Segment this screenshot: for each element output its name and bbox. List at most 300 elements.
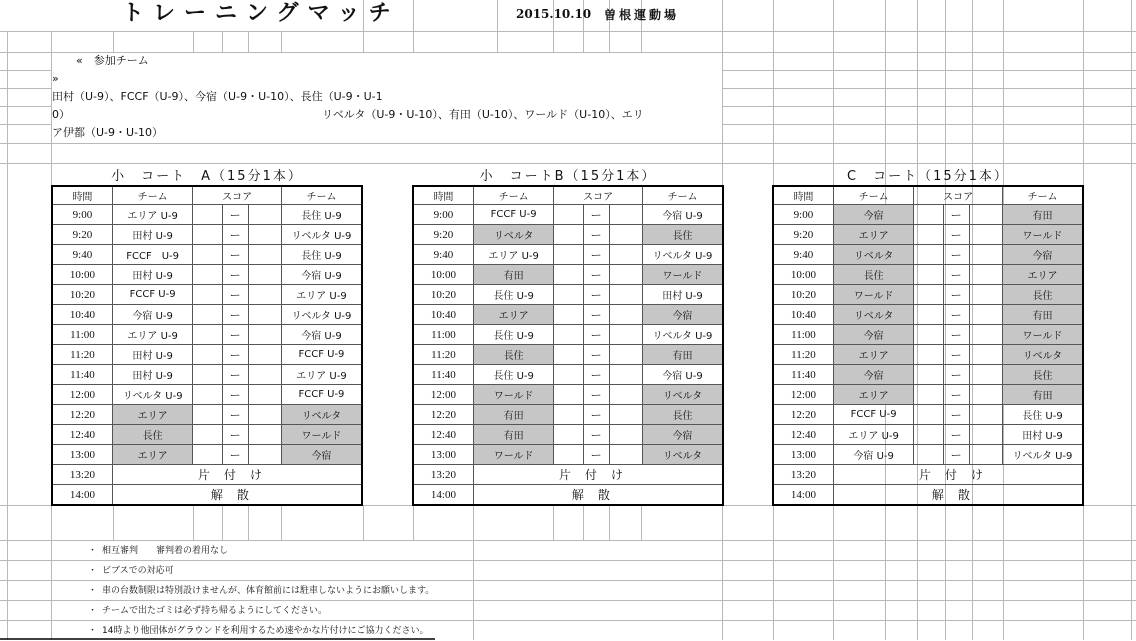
home-team: 田村 U-9 — [112, 265, 193, 285]
home-team: エリア — [833, 345, 914, 365]
match-row — [773, 285, 1083, 305]
away-score — [609, 285, 642, 305]
away-team: 長住 — [1002, 365, 1083, 385]
score-dash: ー — [583, 405, 609, 425]
match-time: 12:40 — [52, 425, 112, 445]
score-dash: ー — [222, 205, 248, 225]
home-score — [914, 325, 943, 345]
home-score — [554, 405, 583, 425]
match-row — [413, 325, 723, 345]
away-score — [248, 205, 281, 225]
closing-time: 13:20 — [413, 465, 473, 485]
home-score — [193, 385, 222, 405]
score-dash: ー — [583, 225, 609, 245]
away-score — [609, 385, 642, 405]
score-dash: ー — [943, 345, 969, 365]
score-dash: ー — [583, 445, 609, 465]
away-score — [969, 205, 1002, 225]
home-team: 田村 U-9 — [112, 365, 193, 385]
away-score — [969, 265, 1002, 285]
away-score — [248, 385, 281, 405]
home-team: 長住 U-9 — [473, 365, 554, 385]
match-time: 9:40 — [773, 245, 833, 265]
court-c-title: C コート（15分1本） — [847, 169, 1009, 184]
home-team: ワールド — [833, 285, 914, 305]
away-team: 今宿 — [642, 425, 723, 445]
match-time: 10:20 — [773, 285, 833, 305]
match-row — [52, 425, 362, 445]
away-score — [248, 405, 281, 425]
away-team: 今宿 — [1002, 245, 1083, 265]
away-team: FCCF U-9 — [281, 345, 362, 365]
home-team: FCCF U-9 — [473, 205, 554, 225]
away-team: 長住 U-9 — [1002, 405, 1083, 425]
score-dash: ー — [222, 345, 248, 365]
match-time: 9:40 — [52, 245, 112, 265]
away-score — [969, 405, 1002, 425]
away-team: 長住 — [642, 225, 723, 245]
away-team: リベルタ U-9 — [642, 245, 723, 265]
away-team: 今宿 U-9 — [642, 205, 723, 225]
score-dash: ー — [943, 405, 969, 425]
closing-time: 13:20 — [52, 465, 112, 485]
match-time: 10:40 — [52, 305, 112, 325]
header-team-away: チーム — [642, 186, 723, 205]
away-team: 今宿 U-9 — [642, 365, 723, 385]
closing-label: 解散 — [833, 485, 1083, 506]
match-row — [413, 265, 723, 285]
match-time: 12:40 — [413, 425, 473, 445]
match-row — [52, 385, 362, 405]
court-b-schedule — [412, 185, 724, 506]
closing-label: 片付け — [112, 465, 362, 485]
home-score — [193, 345, 222, 365]
home-team: FCCF U-9 — [112, 285, 193, 305]
away-score — [609, 425, 642, 445]
score-dash: ー — [222, 325, 248, 345]
home-score — [554, 445, 583, 465]
home-score — [554, 245, 583, 265]
match-row — [773, 305, 1083, 325]
home-team: リベルタ — [833, 245, 914, 265]
away-team: 今宿 U-9 — [281, 265, 362, 285]
away-team: リベルタ — [642, 385, 723, 405]
closing-row — [413, 465, 723, 485]
away-score — [969, 325, 1002, 345]
match-row — [52, 325, 362, 345]
home-team: 長住 — [473, 345, 554, 365]
closing-row — [773, 485, 1083, 506]
home-score — [193, 365, 222, 385]
away-team: 長住 — [1002, 285, 1083, 305]
score-dash: ー — [943, 365, 969, 385]
home-score — [914, 225, 943, 245]
home-score — [554, 385, 583, 405]
away-team: リベルタ U-9 — [642, 325, 723, 345]
away-score — [969, 365, 1002, 385]
away-score — [969, 245, 1002, 265]
match-time: 12:40 — [773, 425, 833, 445]
score-dash: ー — [222, 425, 248, 445]
home-team: エリア — [833, 385, 914, 405]
teams-line-1: 田村（U-9）、FCCF（U-9）、今宿（U-9・U-10）、長住（U-9・U-1 — [52, 90, 383, 103]
away-team: 長住 U-9 — [281, 245, 362, 265]
home-team: ワールド — [473, 445, 554, 465]
match-row — [52, 285, 362, 305]
closing-row — [773, 465, 1083, 485]
home-score — [554, 325, 583, 345]
home-score — [193, 265, 222, 285]
match-time: 10:40 — [773, 305, 833, 325]
away-score — [969, 345, 1002, 365]
home-score — [914, 425, 943, 445]
away-score — [248, 365, 281, 385]
match-row — [773, 445, 1083, 465]
match-time: 11:40 — [413, 365, 473, 385]
closing-time: 14:00 — [52, 485, 112, 506]
match-row — [773, 325, 1083, 345]
header-time: 時間 — [52, 186, 112, 205]
score-dash: ー — [943, 385, 969, 405]
closing-time: 14:00 — [773, 485, 833, 506]
home-score — [554, 205, 583, 225]
score-dash: ー — [222, 305, 248, 325]
match-time: 9:00 — [52, 205, 112, 225]
away-score — [248, 265, 281, 285]
score-dash: ー — [222, 245, 248, 265]
teams-line-2a: 0） — [52, 108, 70, 121]
away-score — [609, 245, 642, 265]
home-team: エリア U-9 — [112, 205, 193, 225]
away-score — [969, 445, 1002, 465]
header-score: スコア — [914, 186, 1003, 205]
away-team: ワールド — [642, 265, 723, 285]
match-row — [52, 405, 362, 425]
home-team: 今宿 U-9 — [833, 445, 914, 465]
away-score — [609, 305, 642, 325]
match-row — [773, 405, 1083, 425]
notes-list — [88, 541, 434, 641]
score-dash: ー — [943, 245, 969, 265]
match-row — [52, 345, 362, 365]
closing-label: 解散 — [112, 485, 362, 506]
match-row — [773, 365, 1083, 385]
home-team: FCCF U-9 — [112, 245, 193, 265]
away-team: エリア U-9 — [281, 365, 362, 385]
match-row — [413, 385, 723, 405]
header-team-home: チーム — [833, 186, 914, 205]
away-score — [248, 245, 281, 265]
away-team: 有田 — [1002, 385, 1083, 405]
score-dash: ー — [943, 285, 969, 305]
court-b-title: 小 コートB（15分1本） — [479, 169, 657, 184]
away-score — [609, 225, 642, 245]
match-time: 13:00 — [773, 445, 833, 465]
away-team: 有田 — [1002, 305, 1083, 325]
closing-time: 13:20 — [773, 465, 833, 485]
match-row — [52, 445, 362, 465]
match-time: 12:00 — [413, 385, 473, 405]
match-row — [773, 265, 1083, 285]
home-team: 今宿 — [833, 365, 914, 385]
match-time: 11:00 — [773, 325, 833, 345]
match-time: 12:20 — [52, 405, 112, 425]
away-team: 今宿 U-9 — [281, 325, 362, 345]
score-dash: ー — [583, 345, 609, 365]
match-row — [413, 285, 723, 305]
match-time: 10:00 — [773, 265, 833, 285]
away-score — [969, 305, 1002, 325]
score-dash: ー — [583, 365, 609, 385]
note-item: ・ 車の台数制限は特別設けませんが、体育館前には駐車しないようにお願いします。 — [88, 586, 435, 596]
home-team: リベルタ — [473, 225, 554, 245]
away-score — [609, 405, 642, 425]
away-team: ワールド — [1002, 225, 1083, 245]
home-score — [554, 265, 583, 285]
home-team: 今宿 — [833, 205, 914, 225]
match-row — [52, 245, 362, 265]
score-dash: ー — [583, 325, 609, 345]
away-team: 長住 — [642, 405, 723, 425]
score-dash: ー — [222, 445, 248, 465]
home-team: エリア U-9 — [473, 245, 554, 265]
match-time: 9:20 — [52, 225, 112, 245]
match-row — [773, 385, 1083, 405]
away-score — [609, 365, 642, 385]
page-title: トレーニングマッチ — [122, 1, 400, 26]
away-team: エリア U-9 — [281, 285, 362, 305]
away-score — [969, 385, 1002, 405]
venue-name: 曽根運動場 — [604, 8, 680, 22]
home-team: 長住 — [833, 265, 914, 285]
match-row — [52, 225, 362, 245]
home-team: エリア U-9 — [112, 325, 193, 345]
home-team: エリア — [112, 405, 193, 425]
home-score — [554, 225, 583, 245]
score-dash: ー — [583, 285, 609, 305]
score-dash: ー — [943, 305, 969, 325]
home-score — [193, 325, 222, 345]
home-score — [193, 305, 222, 325]
home-score — [914, 245, 943, 265]
match-row — [52, 305, 362, 325]
match-time: 13:00 — [52, 445, 112, 465]
match-time: 11:20 — [52, 345, 112, 365]
away-score — [248, 345, 281, 365]
match-time: 11:20 — [413, 345, 473, 365]
home-score — [193, 425, 222, 445]
away-team: リベルタ U-9 — [1002, 445, 1083, 465]
table-header-row — [52, 186, 362, 205]
header-time: 時間 — [413, 186, 473, 205]
home-score — [914, 265, 943, 285]
court-a-schedule — [51, 185, 363, 506]
match-row — [773, 345, 1083, 365]
score-dash: ー — [222, 385, 248, 405]
match-time: 10:20 — [52, 285, 112, 305]
away-team: リベルタ U-9 — [281, 305, 362, 325]
home-score — [193, 405, 222, 425]
score-dash: ー — [222, 365, 248, 385]
away-score — [609, 345, 642, 365]
score-dash: ー — [943, 445, 969, 465]
away-team: 有田 — [642, 345, 723, 365]
home-team: リベルタ — [833, 305, 914, 325]
home-team: 有田 — [473, 425, 554, 445]
home-team: 長住 U-9 — [473, 285, 554, 305]
header-team-away: チーム — [281, 186, 362, 205]
match-row — [413, 365, 723, 385]
away-team: エリア — [1002, 265, 1083, 285]
match-time: 9:20 — [773, 225, 833, 245]
match-time: 12:00 — [52, 385, 112, 405]
match-time: 10:00 — [52, 265, 112, 285]
home-team: リベルタ U-9 — [112, 385, 193, 405]
score-dash: ー — [943, 265, 969, 285]
closing-row — [413, 485, 723, 506]
home-team: 田村 U-9 — [112, 345, 193, 365]
match-row — [413, 205, 723, 225]
match-date: 2015.10.10 — [516, 7, 592, 21]
away-score — [248, 305, 281, 325]
home-team: 今宿 U-9 — [112, 305, 193, 325]
home-score — [193, 445, 222, 465]
away-score — [609, 325, 642, 345]
away-team: 田村 U-9 — [1002, 425, 1083, 445]
away-score — [609, 445, 642, 465]
header-score: スコア — [554, 186, 643, 205]
match-time: 9:40 — [413, 245, 473, 265]
match-time: 9:00 — [773, 205, 833, 225]
match-time: 11:20 — [773, 345, 833, 365]
away-team: リベルタ U-9 — [281, 225, 362, 245]
away-team: 有田 — [1002, 205, 1083, 225]
away-team: リベルタ — [281, 405, 362, 425]
match-time: 12:20 — [773, 405, 833, 425]
match-row — [413, 245, 723, 265]
court-c-schedule — [772, 185, 1084, 506]
home-score — [914, 385, 943, 405]
home-score — [914, 305, 943, 325]
note-item: ・ チームで出たゴミは必ず持ち帰るようにしてください。 — [88, 606, 328, 616]
match-row — [413, 405, 723, 425]
match-row — [413, 305, 723, 325]
score-dash: ー — [943, 325, 969, 345]
match-time: 9:00 — [413, 205, 473, 225]
match-time: 13:00 — [413, 445, 473, 465]
note-item: ・ ビブスでの対応可 — [88, 566, 174, 576]
score-dash: ー — [222, 265, 248, 285]
away-score — [969, 225, 1002, 245]
home-score — [193, 205, 222, 225]
score-dash: ー — [222, 405, 248, 425]
match-row — [413, 225, 723, 245]
home-team: ワールド — [473, 385, 554, 405]
match-time: 11:00 — [52, 325, 112, 345]
away-team: 今宿 — [642, 305, 723, 325]
closing-label: 解散 — [473, 485, 723, 506]
score-dash: ー — [583, 385, 609, 405]
away-score — [248, 445, 281, 465]
home-team: 長住 U-9 — [473, 325, 554, 345]
note-item: ・ 14時より他団体がグラウンドを利用するため速やかな片付けにご協力ください。 — [88, 626, 429, 636]
home-score — [914, 365, 943, 385]
away-team: ワールド — [1002, 325, 1083, 345]
match-time: 12:20 — [413, 405, 473, 425]
header-score: スコア — [193, 186, 282, 205]
away-team: リベルタ — [642, 445, 723, 465]
court-a-title: 小 コート A（15分1本） — [111, 169, 303, 184]
home-score — [554, 345, 583, 365]
score-dash: ー — [583, 205, 609, 225]
closing-time: 14:00 — [413, 485, 473, 506]
home-score — [914, 445, 943, 465]
match-time: 10:20 — [413, 285, 473, 305]
score-dash: ー — [583, 305, 609, 325]
away-score — [969, 285, 1002, 305]
table-header-row — [413, 186, 723, 205]
score-dash: ー — [583, 265, 609, 285]
teams-line-3: ア伊都（U-9・U-10） — [52, 126, 164, 139]
match-time: 11:00 — [413, 325, 473, 345]
score-dash: ー — [583, 245, 609, 265]
home-score — [193, 225, 222, 245]
home-score — [554, 305, 583, 325]
home-score — [914, 405, 943, 425]
away-score — [248, 325, 281, 345]
home-team: エリア — [112, 445, 193, 465]
table-header-row — [773, 186, 1083, 205]
home-score — [193, 245, 222, 265]
away-score — [248, 225, 281, 245]
match-row — [52, 365, 362, 385]
teams-line-2b: リベルタ（U-9・U-10）、有田（U-10）、ワールド（U-10）、エリ — [322, 108, 644, 121]
match-time: 10:40 — [413, 305, 473, 325]
header-team-home: チーム — [473, 186, 554, 205]
home-score — [554, 365, 583, 385]
score-dash: ー — [583, 425, 609, 445]
score-dash: ー — [222, 285, 248, 305]
score-dash: ー — [943, 425, 969, 445]
home-team: 長住 — [112, 425, 193, 445]
home-team: FCCF U-9 — [833, 405, 914, 425]
home-team: 今宿 — [833, 325, 914, 345]
away-team: FCCF U-9 — [281, 385, 362, 405]
score-dash: ー — [222, 225, 248, 245]
home-team: 田村 U-9 — [112, 225, 193, 245]
away-score — [609, 205, 642, 225]
closing-label: 片付け — [833, 465, 1083, 485]
closing-row — [52, 465, 362, 485]
home-score — [554, 285, 583, 305]
match-row — [773, 425, 1083, 445]
home-score — [914, 285, 943, 305]
match-time: 9:20 — [413, 225, 473, 245]
home-team: 有田 — [473, 265, 554, 285]
match-row — [52, 205, 362, 225]
away-score — [969, 425, 1002, 445]
away-score — [609, 265, 642, 285]
header-team-home: チーム — [112, 186, 193, 205]
match-row — [773, 205, 1083, 225]
match-time: 11:40 — [52, 365, 112, 385]
home-team: エリア — [833, 225, 914, 245]
home-team: 有田 — [473, 405, 554, 425]
teams-heading-close: » — [52, 72, 59, 85]
match-time: 11:40 — [773, 365, 833, 385]
home-team: エリア — [473, 305, 554, 325]
score-dash: ー — [943, 225, 969, 245]
